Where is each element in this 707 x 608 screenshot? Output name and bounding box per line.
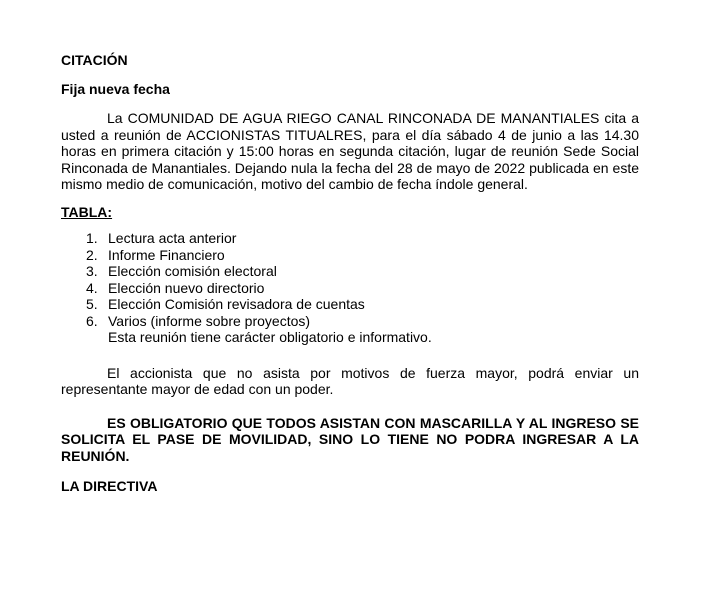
agenda-item xyxy=(86,280,639,297)
agenda-item xyxy=(86,313,639,330)
agenda-item xyxy=(86,263,639,280)
agenda-item-text: Elección comisión electoral xyxy=(108,263,277,279)
agenda-item xyxy=(86,247,639,264)
proxy-paragraph: El accionista que no asista por motivos de fuerza mayor, podrá enviar un representante mayor de edad con un poder. xyxy=(61,364,639,397)
intro-paragraph: La COMUNIDAD DE AGUA RIEGO CANAL RINCONADA DE MANANTIALES cita a usted a reunión de ACCIONISTAS TITUALRES, para el día sábado 4 de junio a las 14.30 horas en primera citación y 15:00 horas en segunda citación, lugar de reunión Sede Social Rinconada de Manantiales. Dejando nula la fecha del 28 de mayo de 2022 publicada en este mismo medio de comunicación, motivo del cambio de fecha índole general. xyxy=(61,110,639,192)
signature: LA DIRECTIVA xyxy=(61,478,158,494)
agenda-item xyxy=(86,296,639,313)
citation-document xyxy=(61,52,639,495)
agenda-item-number: 4. xyxy=(86,279,98,296)
agenda-item xyxy=(86,230,639,247)
agenda-item-number: 5. xyxy=(86,296,98,312)
document-title: CITACIÓN xyxy=(61,52,128,68)
agenda-item-number: 2. xyxy=(86,246,98,263)
agenda-item-number: 3. xyxy=(86,263,98,279)
agenda-item-text: Informe Financiero xyxy=(108,246,225,263)
agenda-note: Esta reunión tiene carácter obligatorio e informativo. xyxy=(108,329,432,345)
agenda-item-text: Varios (informe sobre proyectos) xyxy=(108,312,311,329)
agenda-item-text: Elección Comisión revisadora de cuentas xyxy=(108,296,365,312)
agenda-item-number: 6. xyxy=(86,312,98,329)
agenda-list xyxy=(61,230,639,329)
agenda-heading: TABLA: xyxy=(61,203,113,220)
mask-warning: ES OBLIGATORIO QUE TODOS ASISTAN CON MASCARILLA Y AL INGRESO SE SOLICITA EL PASE DE MOVILIDAD, SINO LO TIENE NO PODRA INGRESAR A LA REUNIÓN. xyxy=(61,414,639,464)
agenda-item-text: Elección nuevo directorio xyxy=(108,279,265,296)
document-subtitle: Fija nueva fecha xyxy=(61,80,170,97)
agenda-item-text: Lectura acta anterior xyxy=(108,230,237,246)
agenda-item-number: 1. xyxy=(86,230,98,246)
